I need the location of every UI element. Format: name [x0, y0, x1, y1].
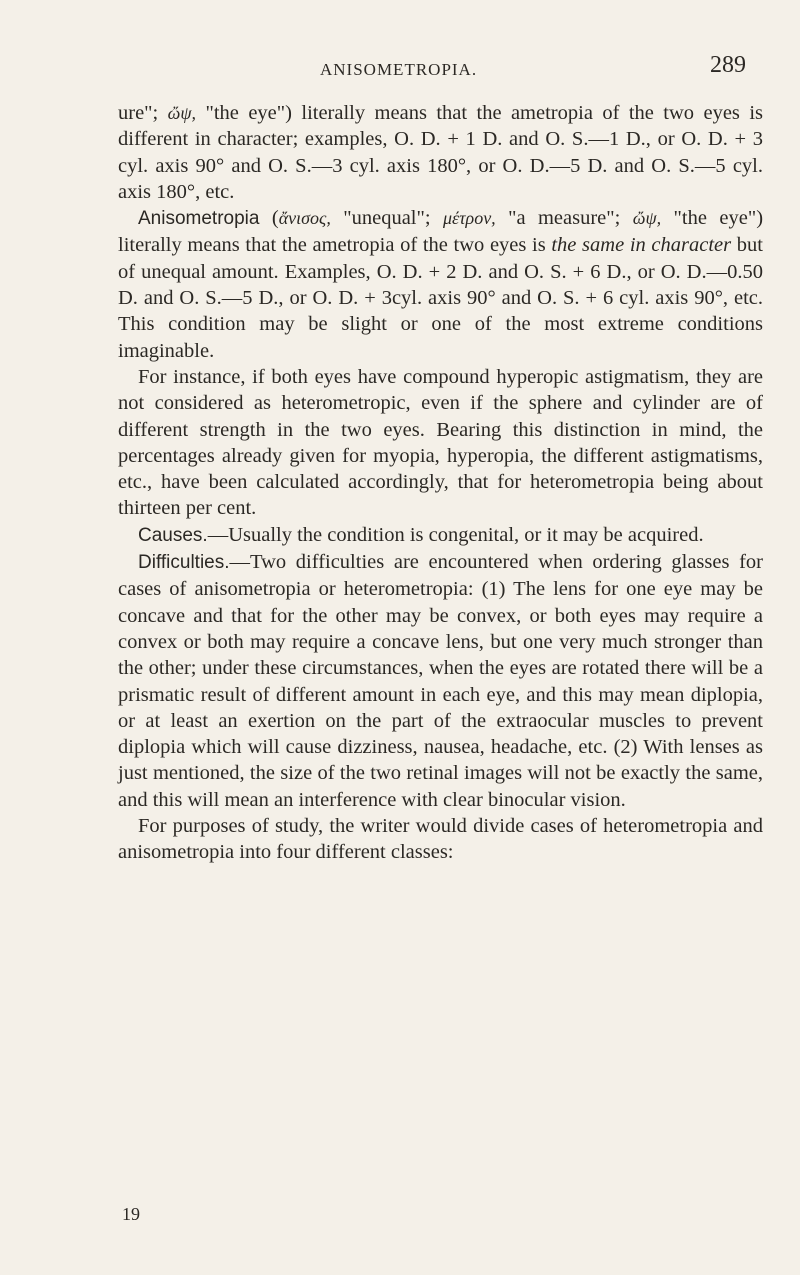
running-title: ANISOMETROPIA. [320, 60, 478, 79]
paragraph-difficulties [118, 549, 763, 813]
emphasis-text: the same in character [551, 234, 732, 257]
text-run: but of unequal amount. Examples, O. D. + 2 D. and O. S. + 6 D., or O. D.—0.50 D. and O. S.—5 D., or O. D. + 3cyl. axis 90° and O. S. + 6 cyl. axis 90°, etc. This condition may be slight or one of the most extreme conditions imaginable. [118, 234, 763, 362]
text-run: "the eye") literally means that the ametropia of the two eyes is [118, 207, 764, 257]
greek-word: ὤψ, [632, 208, 662, 229]
paragraph-2 [118, 205, 763, 364]
paragraph-causes [118, 522, 763, 549]
greek-word: ἄνισος, [278, 208, 331, 229]
text-run: "the eye") literally means that the ametropia of the two eyes is different in character; examples, O. D. + 1 D. and O. S.—1 D., or O. D. + 3 cyl. axis 90° and O. S.—3 cyl. axis 180°, or O. D.—5 D. and O. S.—5 cyl. axis 180°, etc. [118, 102, 763, 203]
term-anisometropia: Anisometropia [138, 208, 260, 230]
section-heading-difficulties: Difficulties. [138, 552, 230, 574]
text-run: —Two difficulties are encountered when ordering glasses for cases of anisometropia or heterometropia: (1) The lens for one eye may be concave and that for the other may be convex, or both eyes may require a convex or both may require a concave lens, but one very much stronger than the other; under these circumstances, when the eyes are rotated there will be a prismatic result of different amount in each eye, and this may mean diplopia, or at least an exertion on the part of the extraocular muscles to prevent diplopia which will cause dizziness, nausea, headache, etc. (2) With lenses as just mentioned, the size of the two retinal images will not be exactly the same, and this will mean an interference with clear binocular vision. [118, 551, 763, 811]
section-heading-causes: Causes. [138, 524, 208, 546]
greek-word: ὤψ, [167, 103, 197, 123]
text-run: "unequal"; [330, 207, 443, 230]
text-run: "a measure"; [495, 207, 633, 230]
signature-mark: 19 [122, 1204, 140, 1224]
paragraph-1 [118, 100, 763, 205]
paragraph-3: For instance, if both eyes have compound hyperopic astigmatism, they are not considered as heterometropic, even if the sphere and cylinder are of different strength in the two eyes. Bearing this distinction in mind, the percentages already given for myopia, hyperopia, the different astigmatisms, etc., have been calculated accordingly, that for heterometropia being about thirteen per cent. [118, 365, 763, 520]
body-text [118, 100, 763, 866]
paragraph-6: For purposes of study, the writer would divide cases of heterometropia and anisometropia into four different classes: [118, 815, 763, 864]
page-number: 289 [710, 52, 746, 78]
greek-word: μέτρον, [442, 208, 496, 229]
text-run: —Usually the condition is congenital, or it may be acquired. [207, 523, 704, 546]
text-run: ( [259, 207, 279, 230]
text-run: ure"; [118, 102, 168, 124]
